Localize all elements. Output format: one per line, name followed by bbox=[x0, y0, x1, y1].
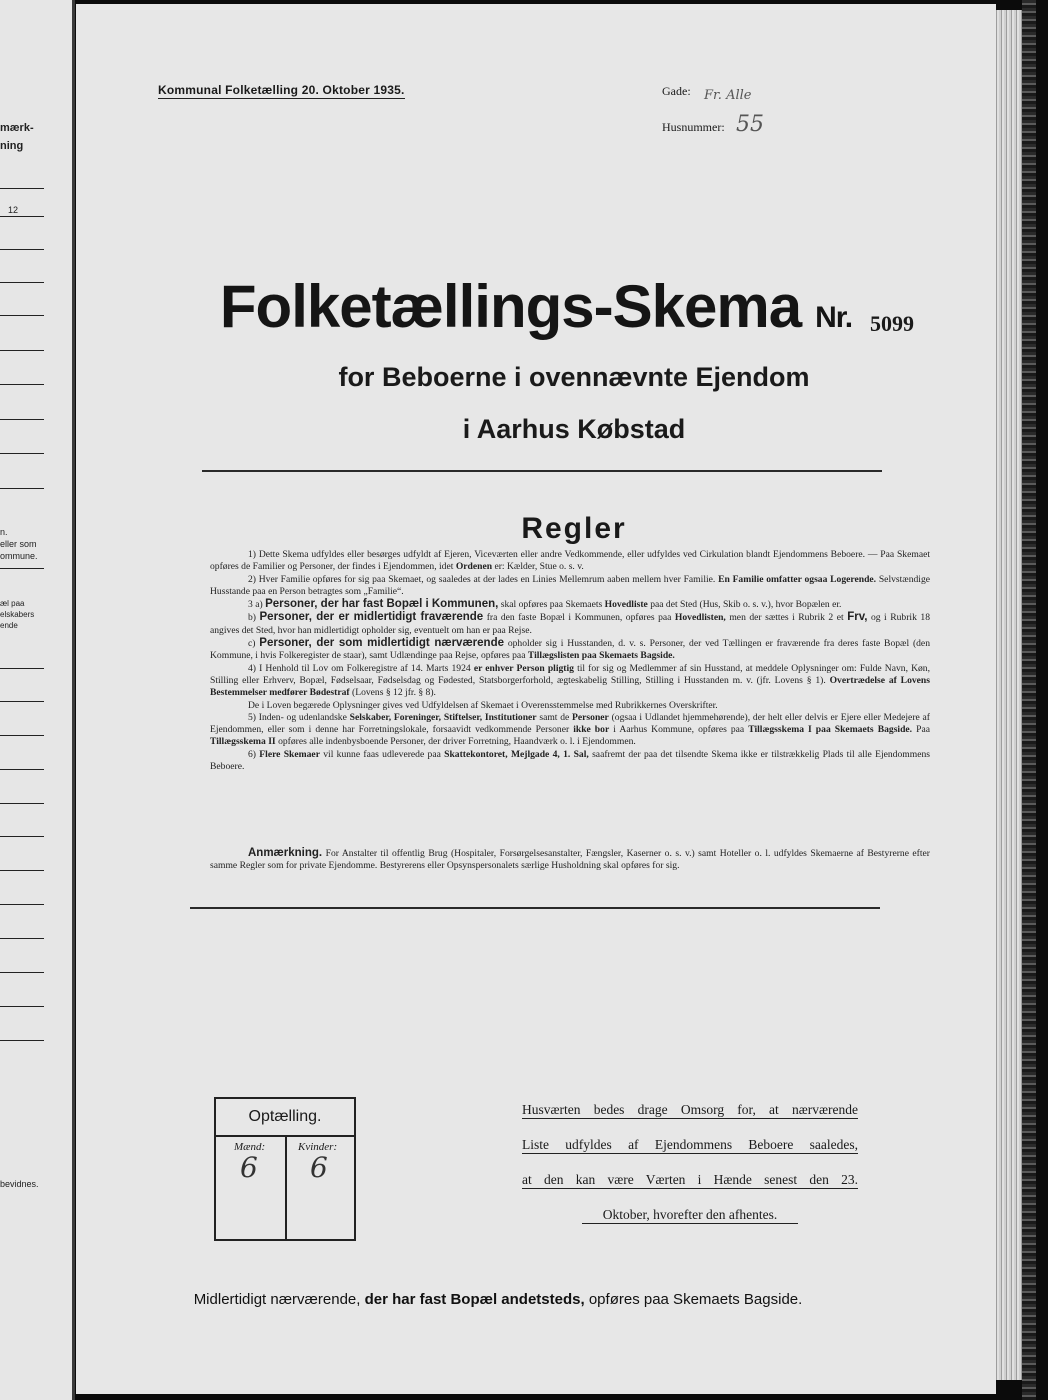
rule-2: 2) Hver Familie opføres for sig paa Skemaet, og saaledes at der lades en Linies Mellemrum aaben mellem hver Familie. En Familie omfatter ogsaa Logerende. Selvstændige Husstande paa en Person betragtes som „Familie“. bbox=[210, 573, 931, 597]
left-rule bbox=[0, 188, 44, 189]
rules-text bbox=[210, 549, 930, 773]
left-fragment-3: 12 bbox=[8, 205, 19, 215]
left-rule bbox=[0, 568, 44, 569]
left-rule bbox=[0, 350, 44, 351]
note-divider bbox=[190, 907, 880, 909]
title-divider bbox=[202, 470, 882, 472]
left-fragment-9: ende bbox=[0, 621, 18, 630]
left-rule bbox=[0, 701, 44, 702]
form-title-nr: Nr. bbox=[815, 301, 853, 334]
left-rule bbox=[0, 938, 44, 939]
gade-label: Gade: bbox=[662, 84, 691, 98]
census-form-page bbox=[76, 4, 996, 1394]
rule-1: 1) Dette Skema udfyldes eller besørges udfyldt af Ejeren, Viceværten eller andre Vedkommende, eller udfyldes ved Cirkulation blandt Ejendommens Beboere. — Paa Skemaet opføres de Familier og Personer, der findes i Ejendommen, idet Ordenen er: Kælder, Stue o. s. v. bbox=[210, 549, 930, 573]
left-rule bbox=[0, 1040, 44, 1041]
rule-5: 5) Inden- og udenlandske Selskaber, Foreninger, Stiftelser, Institutioner samt de Personer (ogsaa i Udlandet hjemmehørende), der helt eller delvis er Ejere eller Medejere af Ejendommen, eller som i denne har Forretningslokale, forsaavidt vedkommende Personer ikke bor i Aarhus Kommune, opføres paa Tillægsskema I paa Skemaets Bagside. Paa Tillægsskema II opføres alle indenbysboende Personer, der driver Forretning, Haandværk o. l. i Ejendommen. bbox=[210, 711, 930, 748]
notice-line-1: Husværten bedes drage Omsorg for, at nærværende bbox=[522, 1102, 858, 1117]
notice-line-4: Oktober, hvorefter den afhentes. bbox=[582, 1206, 798, 1224]
left-fragment-7: æl paa bbox=[0, 599, 25, 608]
optaelling-box bbox=[214, 1097, 356, 1241]
left-fragment-8: elskabers bbox=[0, 610, 35, 619]
notice-line-3: at den kan være Værten i Hænde senest den 23. bbox=[522, 1172, 858, 1187]
left-fragment-6: ommune. bbox=[0, 551, 38, 561]
left-rule bbox=[0, 836, 44, 837]
left-fragment-10: bevidnes. bbox=[0, 1179, 39, 1189]
left-rule bbox=[0, 972, 44, 973]
left-rule bbox=[0, 488, 44, 489]
form-subtitle-1: for Beboerne i ovennævnte Ejendom bbox=[338, 362, 810, 392]
rule-4-note: De i Loven begærede Oplysninger gives ved Udfyldelsen af Skemaet i Overensstemmelse med Rubrikkernes Overskrifter. bbox=[248, 699, 718, 711]
left-rule bbox=[0, 419, 44, 420]
husnummer-value: 55 bbox=[736, 112, 764, 137]
form-subtitle-2: i Aarhus Købstad bbox=[462, 414, 686, 444]
left-fragment-1: mærk- bbox=[0, 122, 34, 134]
left-rule bbox=[0, 870, 44, 871]
gade-value: Fr. Alle bbox=[704, 88, 752, 103]
left-rule bbox=[0, 1006, 44, 1007]
rule-4: 4) I Henhold til Lov om Folkeregistre af 14. Marts 1924 er enhver Person pligtig til for sig og Medlemmer af sin Husstand, at meddele Oplysninger om: Fulde Navn, Køn, Stilling eller Erhverv, Bopæl, Fødselsaar, Fødselsdag og Fødested, Statsborgerforhold, ægteskabelig Stilling, Stilling i Husstanden m. v. (jfr. Lovens § 1). Overtrædelse af Lovens Bestemmelser medfører Bødestraf (Lovens § 12 jfr. § 8). bbox=[210, 662, 931, 699]
rule-3a: 3 a) Personer, der har fast Bopæl i Kommunen, skal opføres paa Skemaets Hovedliste paa det Sted (Hus, Skib o. s. v.), hvor Bopælen er. bbox=[248, 598, 842, 611]
maend-label: Mænd: bbox=[234, 1141, 266, 1153]
left-fragment-5: eller som bbox=[0, 539, 37, 549]
anmaerkning-label: Anmærkning. bbox=[248, 847, 323, 859]
left-rule bbox=[0, 249, 44, 250]
adjacent-page-strip bbox=[0, 0, 75, 1400]
form-number: 5099 bbox=[870, 311, 914, 336]
kvinder-count: 6 bbox=[310, 1151, 328, 1184]
form-title bbox=[76, 272, 996, 341]
footer-part-3: opføres paa Skemaets Bagside. bbox=[588, 1291, 803, 1308]
left-rule bbox=[0, 216, 44, 217]
form-title-main: Folketællings-Skema bbox=[219, 273, 802, 340]
left-rule bbox=[0, 315, 44, 316]
book-binding bbox=[1022, 0, 1036, 1400]
page-edge-stack bbox=[994, 10, 1022, 1380]
optaelling-column-rule bbox=[285, 1135, 287, 1241]
footer-part-1: Midlertidigt nærværende, bbox=[193, 1291, 361, 1308]
anmaerkning-text: For Anstalter til offentlig Brug (Hospitaler, Forsørgelsesanstalter, Fængsler, Kaserner o. s. v.) samt Hoteller o. l. udfyldes Skemaerne af Bestyrerne efter samme Regler som for private Ejendomme. Bestyrerens eller Opsynspersonalets særlige Husholdning skal opføres for sig. bbox=[210, 848, 930, 872]
left-rule bbox=[0, 904, 44, 905]
husnummer-label: Husnummer: bbox=[662, 120, 725, 134]
anmaerkning-note bbox=[210, 847, 930, 873]
left-fragment-4: n. bbox=[0, 527, 8, 537]
rule-6: 6) Flere Skemaer vil kunne faas udleverede paa Skattekontoret, Mejlgade 4, 1. Sal, saafremt der paa det tilsendte Skema ikke er tilstrækkelig Plads til alle Ejendommens Beboere. bbox=[210, 748, 930, 773]
left-rule bbox=[0, 282, 44, 283]
left-rule bbox=[0, 803, 44, 804]
left-rule bbox=[0, 735, 44, 736]
left-rule bbox=[0, 453, 44, 454]
rule-3b: b) Personer, der er midlertidigt fraværende fra den faste Bopæl i Kommunen, opføres paa Hovedlisten, men der sættes i Rubrik 2 et Frv, og i Rubrik 18 angives det Sted, hvor han midlertidigt opholder sig, eventuelt om han er paa Rejse. bbox=[210, 611, 930, 636]
left-rule bbox=[0, 668, 44, 669]
footer-part-2: der har fast Bopæl andetsteds, bbox=[364, 1291, 585, 1308]
rules-heading: Regler bbox=[521, 512, 627, 545]
left-rule bbox=[0, 769, 44, 770]
footer-note bbox=[0, 1291, 996, 1308]
kvinder-label: Kvinder: bbox=[298, 1141, 338, 1153]
left-fragment-2: ning bbox=[0, 140, 24, 152]
notice-line-2: Liste udfyldes af Ejendommens Beboere saaledes, bbox=[522, 1137, 858, 1152]
rule-3c: c) Personer, der som midlertidigt nærværende opholder sig i Husstanden, d. v. s. Personer, der ved Tællingen er fraværende fra deres faste Bopæl (den Kommune, i hvis Folkeregister de staar), samt Udlændinge paa Rejse, opføres paa Tillægslisten paa Skemaets Bagside. bbox=[210, 637, 930, 662]
census-header: Kommunal Folketælling 20. Oktober 1935. bbox=[158, 83, 405, 97]
optaelling-title: Optælling. bbox=[248, 1108, 322, 1125]
maend-count: 6 bbox=[240, 1151, 258, 1184]
left-rule bbox=[0, 384, 44, 385]
